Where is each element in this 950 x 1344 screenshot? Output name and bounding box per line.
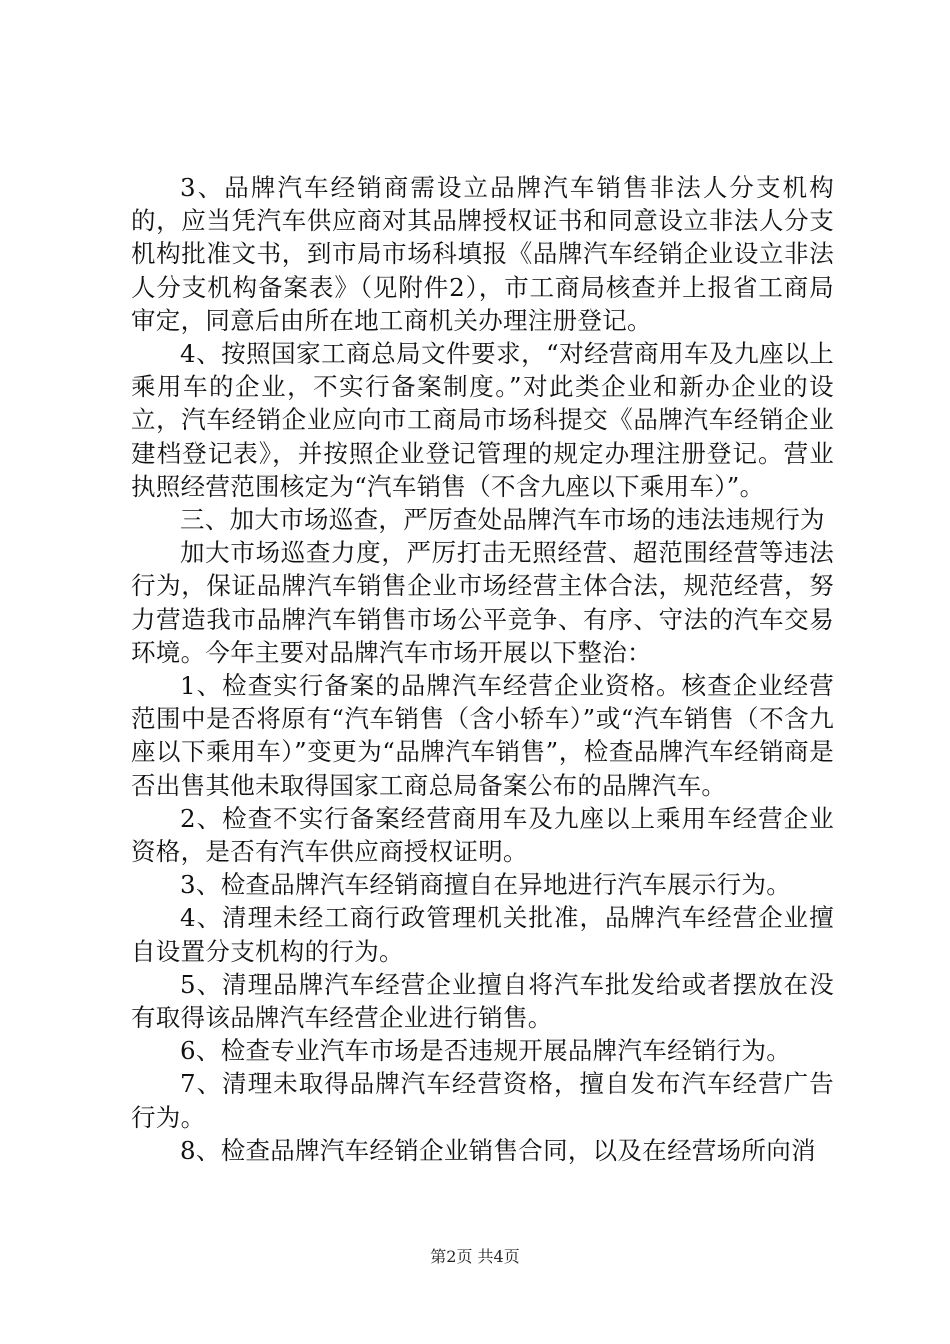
paragraph-inspection-intro: 加大市场巡查力度，严厉打击无照经营、超范围经营等违法行为，保证品牌汽车销售企业市场经营主体合法，规范经营，努力营造我市品牌汽车销售市场公平竞争、有序、守法的汽车交易环境。今年主要对品牌汽车市场开展以下整治：: [131, 538, 834, 667]
list-item-8: 8、检查品牌汽车经销企业销售合同，以及在经营场所向消: [180, 1135, 816, 1165]
list-item-2: 2、检查不实行备案经营商用车及九座以上乘用车经营企业资格，是否有汽车供应商授权证明。: [131, 803, 834, 867]
list-item-3: 3、检查品牌汽车经销商擅自在异地进行汽车展示行为。: [180, 870, 792, 900]
list-item-5: 5、清理品牌汽车经营企业擅自将汽车批发给或者摆放在没有取得该品牌汽车经营企业进行销售。: [131, 969, 834, 1033]
list-item-4: 4、清理未经工商行政管理机关批准，品牌汽车经营企业擅自设置分支机构的行为。: [131, 903, 834, 966]
paragraph-item-3-branch-office: 3、品牌汽车经销商需设立品牌汽车销售非法人分支机构的，应当凭汽车供应商对其品牌授权证书和同意设立非法人分支机构批准文书，到市局市场科填报《品牌汽车经销企业设立非法人分支机构备案表》（见附件2），市工商局核查并上报省工商局审定，同意后由所在地工商机关办理注册登记。: [131, 173, 834, 335]
document-body: [131, 171, 834, 1167]
list-item-6: 6、检查专业汽车市场是否违规开展品牌汽车经销行为。: [180, 1036, 792, 1066]
paragraph-item-4-commercial-vehicles: 4、按照国家工商总局文件要求，“对经营商用车及九座以上乘用车的企业，不实行备案制度。”对此类企业和新办企业的设立，汽车经销企业应向市工商局市场科提交《品牌汽车经销企业建档登记表》，并按照企业登记管理的规定办理注册登记。营业执照经营范围核定为“汽车销售（不含九座以下乘用车）”。: [131, 339, 834, 501]
list-item-1: 1、检查实行备案的品牌汽车经营企业资格。核查企业经营范围中是否将原有“汽车销售（含小轿车）”或“汽车销售（不含九座以下乘用车）”变更为“品牌汽车销售”，检查品牌汽车经销商是否出售其他未取得国家工商总局备案公布的品牌汽车。: [131, 671, 834, 800]
page-number-footer: 第2页 共4页: [430, 1247, 520, 1266]
section-heading-market-inspection: 三、加大市场巡查，严厉查处品牌汽车市场的违法违规行为: [180, 505, 825, 535]
list-item-7: 7、清理未取得品牌汽车经营资格，擅自发布汽车经营广告行为。: [131, 1069, 834, 1132]
